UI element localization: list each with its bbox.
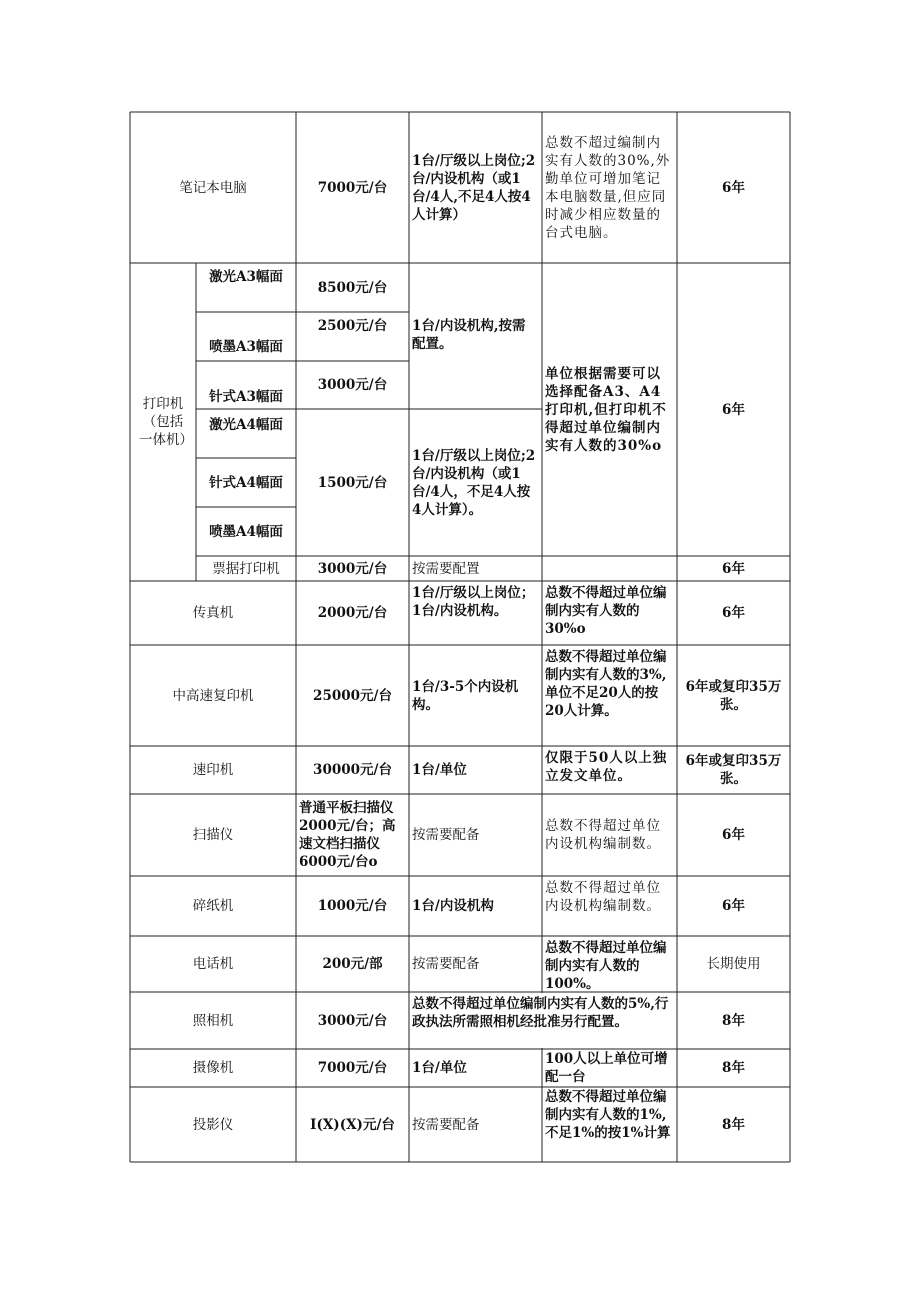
printer-group-label: 打印机 （包括一体机） [139,396,193,448]
row-videocam-life: 8年 [722,1060,745,1076]
row-copier-note: 总数不得超过单位编制内实有人数的3%,单位不足20人的按20人计算。 [545,649,667,719]
row-duplicator-life: 6年或复印35万张。 [685,753,782,787]
row-copier-price: 25000元/台 [313,687,392,704]
row-scanner-name: 扫描仪 [192,827,234,843]
row-projector-note: 总数不得超过单位编制内实有人数的1%,不足1%的按1%计算 [545,1089,671,1141]
row-laptop-note: 总数不超过编制内实有人数的30%,外勤单位可增加笔记本电脑数量,但应同时减少相应数量的台式电脑。 [545,134,671,241]
row-phone-name: 电话机 [192,956,234,972]
row-videocam-standard: 1台/单位 [412,1060,467,1076]
printer-ticket-price: 3000元/台 [317,560,388,577]
printer-a3-standard: 1台/内设机构,按需配置。 [412,318,526,352]
row-shredder-note: 总数不得超过单位内设机构编制数。 [545,880,661,914]
row-phone-standard: 按需要配备 [412,956,480,972]
row-scanner-standard: 按需要配备 [412,827,480,843]
row-videocam-name: 摄像机 [192,1060,234,1076]
row-laptop-standard: 1台/厅级以上岗位;2台/内设机构（或1台/4人,不足4人按4人计算） [412,152,536,223]
row-videocam-note: 100人以上单位可增配一台 [545,1051,668,1085]
row-shredder-standard: 1台/内设机构 [412,898,494,914]
row-fax-standard: 1台/厅级以上岗位；1台/内设机构。 [412,585,535,619]
printer-inkjet-a4: 喷墨A4幅面 [209,523,283,540]
row-phone-life: 长期使用 [706,956,761,972]
row-fax-note: 总数不得超过单位编制内实有人数的30%o [545,585,667,637]
row-scanner-note: 总数不得超过单位内设机构编制数。 [545,818,661,852]
printer-ticket-standard: 按需要配置 [412,560,480,577]
row-scanner-price: 普通平板扫描仪2000元/台；高速文档扫描仪6000元/台o [299,800,396,870]
row-projector-life: 8年 [722,1116,745,1133]
row-camera-life: 8年 [722,1012,745,1029]
row-fax-price: 2000元/台 [317,605,388,621]
row-duplicator-note: 仅限于50人以上独立发文单位。 [545,750,668,784]
row-laptop-life: 6年 [722,179,745,196]
row-phone-price: 200元/部 [322,956,383,972]
printer-inkjet-a3: 喷墨A3幅面 [209,339,283,355]
row-shredder-life: 6年 [722,898,745,914]
row-copier-life: 6年或复印35万张。 [685,678,782,713]
printer-laser-a3-price: 8500元/台 [317,279,388,296]
row-camera-standard-note: 总数不得超过单位编制内实有人数的5%,行政执法所需照相机经批准另行配置。 [412,996,669,1030]
printer-note: 单位根据需要可以选择配备A3、A4打印机,但打印机不得超过单位编制内实有人数的30%o [545,365,667,454]
row-videocam-price: 7000元/台 [317,1060,388,1076]
row-laptop-price: 7000元/台 [317,179,388,196]
row-camera-price: 3000元/台 [317,1012,388,1029]
row-shredder-price: 1000元/台 [317,898,388,914]
row-fax-life: 6年 [722,605,745,621]
row-duplicator-price: 30000元/台 [313,762,392,778]
printer-laser-a4: 激光A4幅面 [209,417,283,433]
row-phone-note: 总数不得超过单位编制内实有人数的100%。 [545,940,667,991]
row-laptop-name: 笔记本电脑 [179,179,247,196]
row-fax-name: 传真机 [192,605,234,621]
printer-dot-a3: 针式A3幅面 [209,389,283,405]
row-duplicator-name: 速印机 [192,762,234,778]
printer-dot-a4: 针式A4幅面 [209,474,283,491]
row-camera-name: 照相机 [192,1012,234,1029]
printer-a4-price: 1500元/台 [317,474,388,491]
row-copier-standard: 1台/3-5个内设机构。 [412,678,519,713]
printer-ticket: 票据打印机 [212,560,280,577]
printer-laser-a3: 激光A3幅面 [209,269,283,285]
printer-inkjet-a3-price: 2500元/台 [317,318,388,334]
row-projector-standard: 按需要配备 [412,1116,480,1133]
row-scanner-life: 6年 [722,827,745,843]
row-projector-price: I(X)(X)元/台 [310,1116,395,1133]
row-duplicator-standard: 1台/单位 [412,762,467,778]
printer-ticket-life: 6年 [722,560,745,577]
printer-dot-a3-price: 3000元/台 [317,377,388,393]
printer-life: 6年 [722,401,745,418]
row-shredder-name: 碎纸机 [192,898,234,914]
row-copier-name: 中高速复印机 [172,687,254,704]
printer-a4-standard: 1台/厅级以上岗位;2台/内设机构（或1台/4人，不足4人按4人计算）。 [412,447,536,518]
row-projector-name: 投影仪 [192,1116,234,1133]
